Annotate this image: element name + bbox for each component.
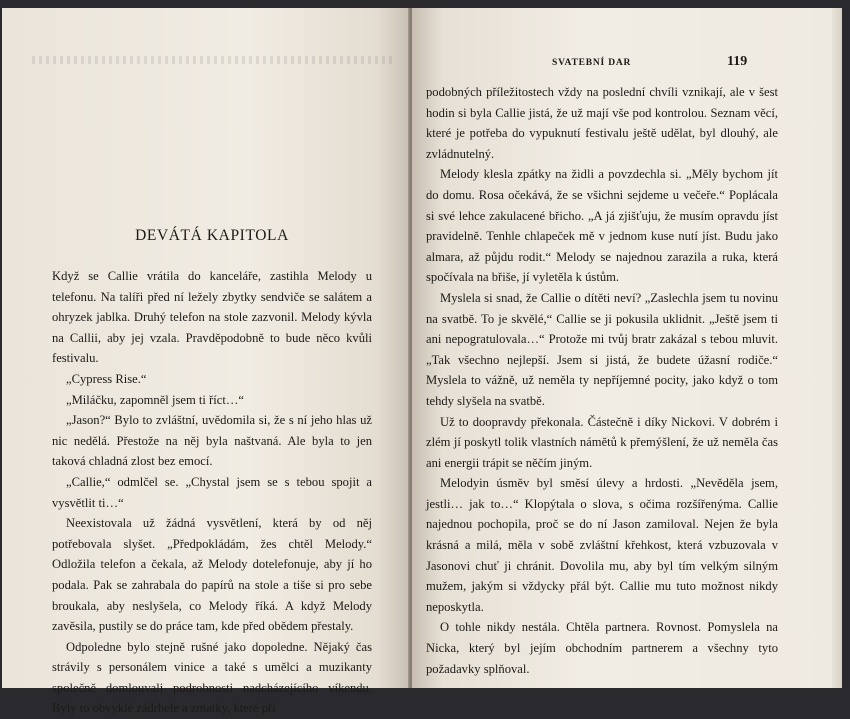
paragraph: Melodyin úsměv byl směsí úlevy a hrdosti. „Nevěděla jsem, jestli… jak to…“ Klopýtala o slova, s očima rozšířenýma. Callie najednou pochopila, proč se do ní Jason zamiloval. Nejen že byla krásná a milá, měla v sobě zvláštní křehkost, která vzbuzovala v Jasonovi chuť ji chránit. Dovolila mu, aby byl tím velkým silným mužem, jakým si vždycky přál být. Callie mu tuto možnost nikdy neposkytla. [426,476,778,614]
paragraph: Melody klesla zpátky na židli a povzdechla si. „Měly bychom jít do domu. Rosa očekává, že se všichni sejdeme u večeře.“ Poplácala si své lehce zakulacené břicho. „A já zjišťuju, že musím opravdu jíst pravidelně. Tenhle chlapeček mě v jednom kuse nutí jíst. Budu jako almara, až půjdu rodit.“ Melody se najednou zarazila a ruka, která spočívala na břiše, jí vyletěla k ústům. [426,167,778,285]
show-through-header [32,56,392,64]
paragraph: „Callie,“ odmlčel se. „Chystal jsem se s tebou spojit a vysvětlit ti…“ [52,474,372,510]
chapter-title: DEVÁTÁ KAPITOLA [135,227,289,244]
paragraph: Myslela si snad, že Callie o dítěti neví? „Zaslechla jsem tu novinu na svatbě. To je skvělé,“ Callie se ji pokusila uklidnit. „Ještě jsem ti ani nepogratulovala…“ Protože mi tvůj bratr zakázal s tebou mluvit. „Tak všechno nejlepší. Jsem si jistá, že budete úžasní rodiče.“ Myslela to vážně, už neměla ty nepříjemné pocity, jako když o tom tehdy slyšela na svatbě. [426,290,778,408]
paragraph: „Jason?“ Bylo to zvláštní, uvědomila si, že s ní jeho hlas už nic nedělá. Přestože na něj byla naštvaná. Ale byla to jen taková chladná zlost bez emocí. [52,413,372,469]
running-head: SVATEBNÍ DAR [552,58,632,68]
paragraph: Odpoledne bylo stejně rušné jako dopoledne. Nějaký čas strávily s personálem vinice a také s umělci a muzikanty společně domlouvali podrobnosti nadcházejícího víkendu. Byly to obvyklé zádrhele a zmatky, které při [52,639,372,716]
page-number: 119 [727,54,748,69]
left-page-body [52,266,372,719]
paragraph: O tohle nikdy nestála. Chtěla partnera. Rovnost. Pomyslela na Nicka, který byl jejím obchodním partnerem a všechny tyto požadavky splňoval. [426,620,778,676]
right-page [412,8,842,688]
open-book [0,8,850,716]
paragraph: „Cypress Rise.“ [66,371,147,386]
paragraph: podobných příležitostech vždy na poslední chvíli vznikají, ale v šest hodin si byla Callie jistá, že už mají vše pod kontrolou. Seznam věcí, které je potřeba do vypuknutí festivalu ještě udělat, byl dlouhý, ale zvládnutelný. [426,85,778,161]
paragraph: Neexistovala už žádná vysvětlení, která by od něj potřebovala slyšet. „Předpokládám, žes chtěl Melody.“ Odložila telefon a čekala, až Melody dotelefonuje, aby jí ho podala. Pak se zahrabala do papírů na stole a tiše si pro sebe broukala, aby neslyšela, co Melody říká. A když Melody zavěsila, pustily se do práce tam, kde před obědem přestaly. [52,516,372,634]
paragraph: Když se Callie vrátila do kanceláře, zastihla Melody u telefonu. Na talíři před ní ležely zbytky sendviče se salátem a ohryzek jablka. Druhý telefon na stole zazvonil. Melody kývla na Callii, aby jej vzala. Pravděpodobně to bude něco kvůli festivalu. [52,269,372,366]
page-edge [832,8,842,688]
paragraph: Už to doopravdy překonala. Částečně i díky Nickovi. V dobrém i zlém jí poskytl tolik vlastních námětů k přemýšlení, že už neměla čas ani energii trápit se něčím jiným. [426,414,778,470]
left-page [2,8,410,716]
right-page-body [426,82,778,679]
paragraph: „Miláčku, zapomněl jsem ti říct…“ [66,392,245,407]
